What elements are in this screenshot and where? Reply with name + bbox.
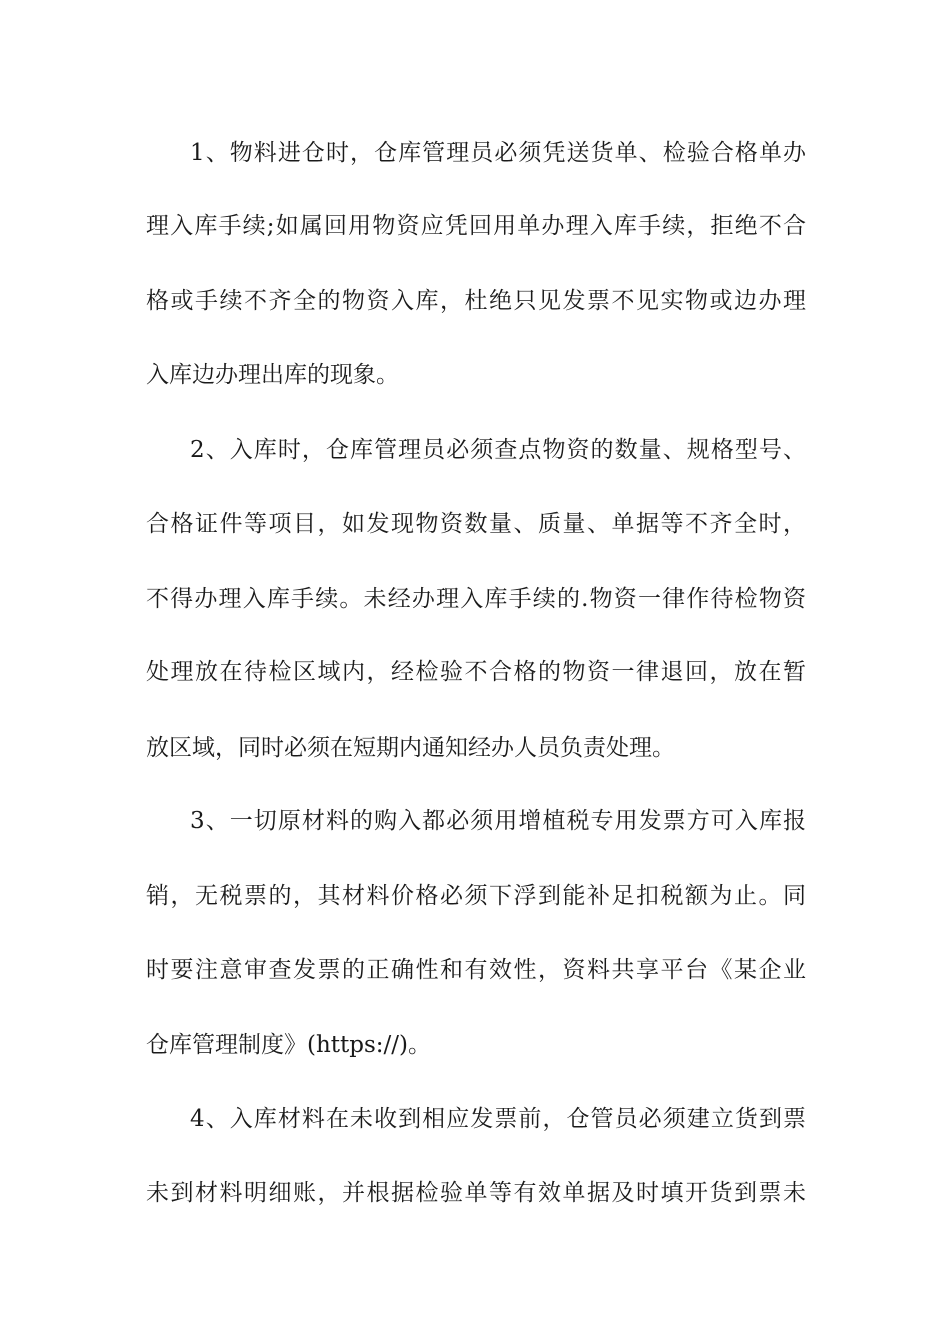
paragraph-2-line-5: 放区域，同时必须在短期内通知经办人员负责处理。 [146,735,675,761]
paragraph-2-line-1: 2、入库时，仓库管理员必须查点物资的数量、规格型号、 [190,437,806,463]
paragraph-1-line-1: 1、物料进仓时，仓库管理员必须凭送货单、检验合格单办 [190,140,806,166]
paragraph-2-line-3: 不得办理入库手续。未经办理入库手续的.物资一律作待检物资 [146,586,806,612]
paragraph-3-line-3: 时要注意审查发票的正确性和有效性，资料共享平台《某企业 [146,957,806,983]
paragraph-2-line-4: 处理放在待检区域内，经检验不合格的物资一律退回，放在暂 [146,659,806,685]
paragraph-3-line-1: 3、一切原材料的购入都必须用增植税专用发票方可入库报 [190,808,806,834]
paragraph-2-line-2: 合格证件等项目，如发现物资数量、质量、单据等不齐全时， [146,511,806,537]
paragraph-1-line-3: 格或手续不齐全的物资入库，杜绝只见发票不见实物或边办理 [146,288,806,314]
paragraph-1-line-2: 理入库手续;如属回用物资应凭回用单办理入库手续，拒绝不合 [146,213,806,239]
paragraph-4-line-1: 4、入库材料在未收到相应发票前，仓管员必须建立货到票 [190,1106,806,1132]
paragraph-1-line-4: 入库边办理出库的现象。 [146,362,399,388]
paragraph-3-line-4: 仓库管理制度》(https://)。 [146,1032,432,1058]
paragraph-4-line-2: 未到材料明细账，并根据检验单等有效单据及时填开货到票未 [146,1180,806,1206]
paragraph-3-line-2: 销，无税票的，其材料价格必须下浮到能补足扣税额为止。同 [146,883,806,909]
